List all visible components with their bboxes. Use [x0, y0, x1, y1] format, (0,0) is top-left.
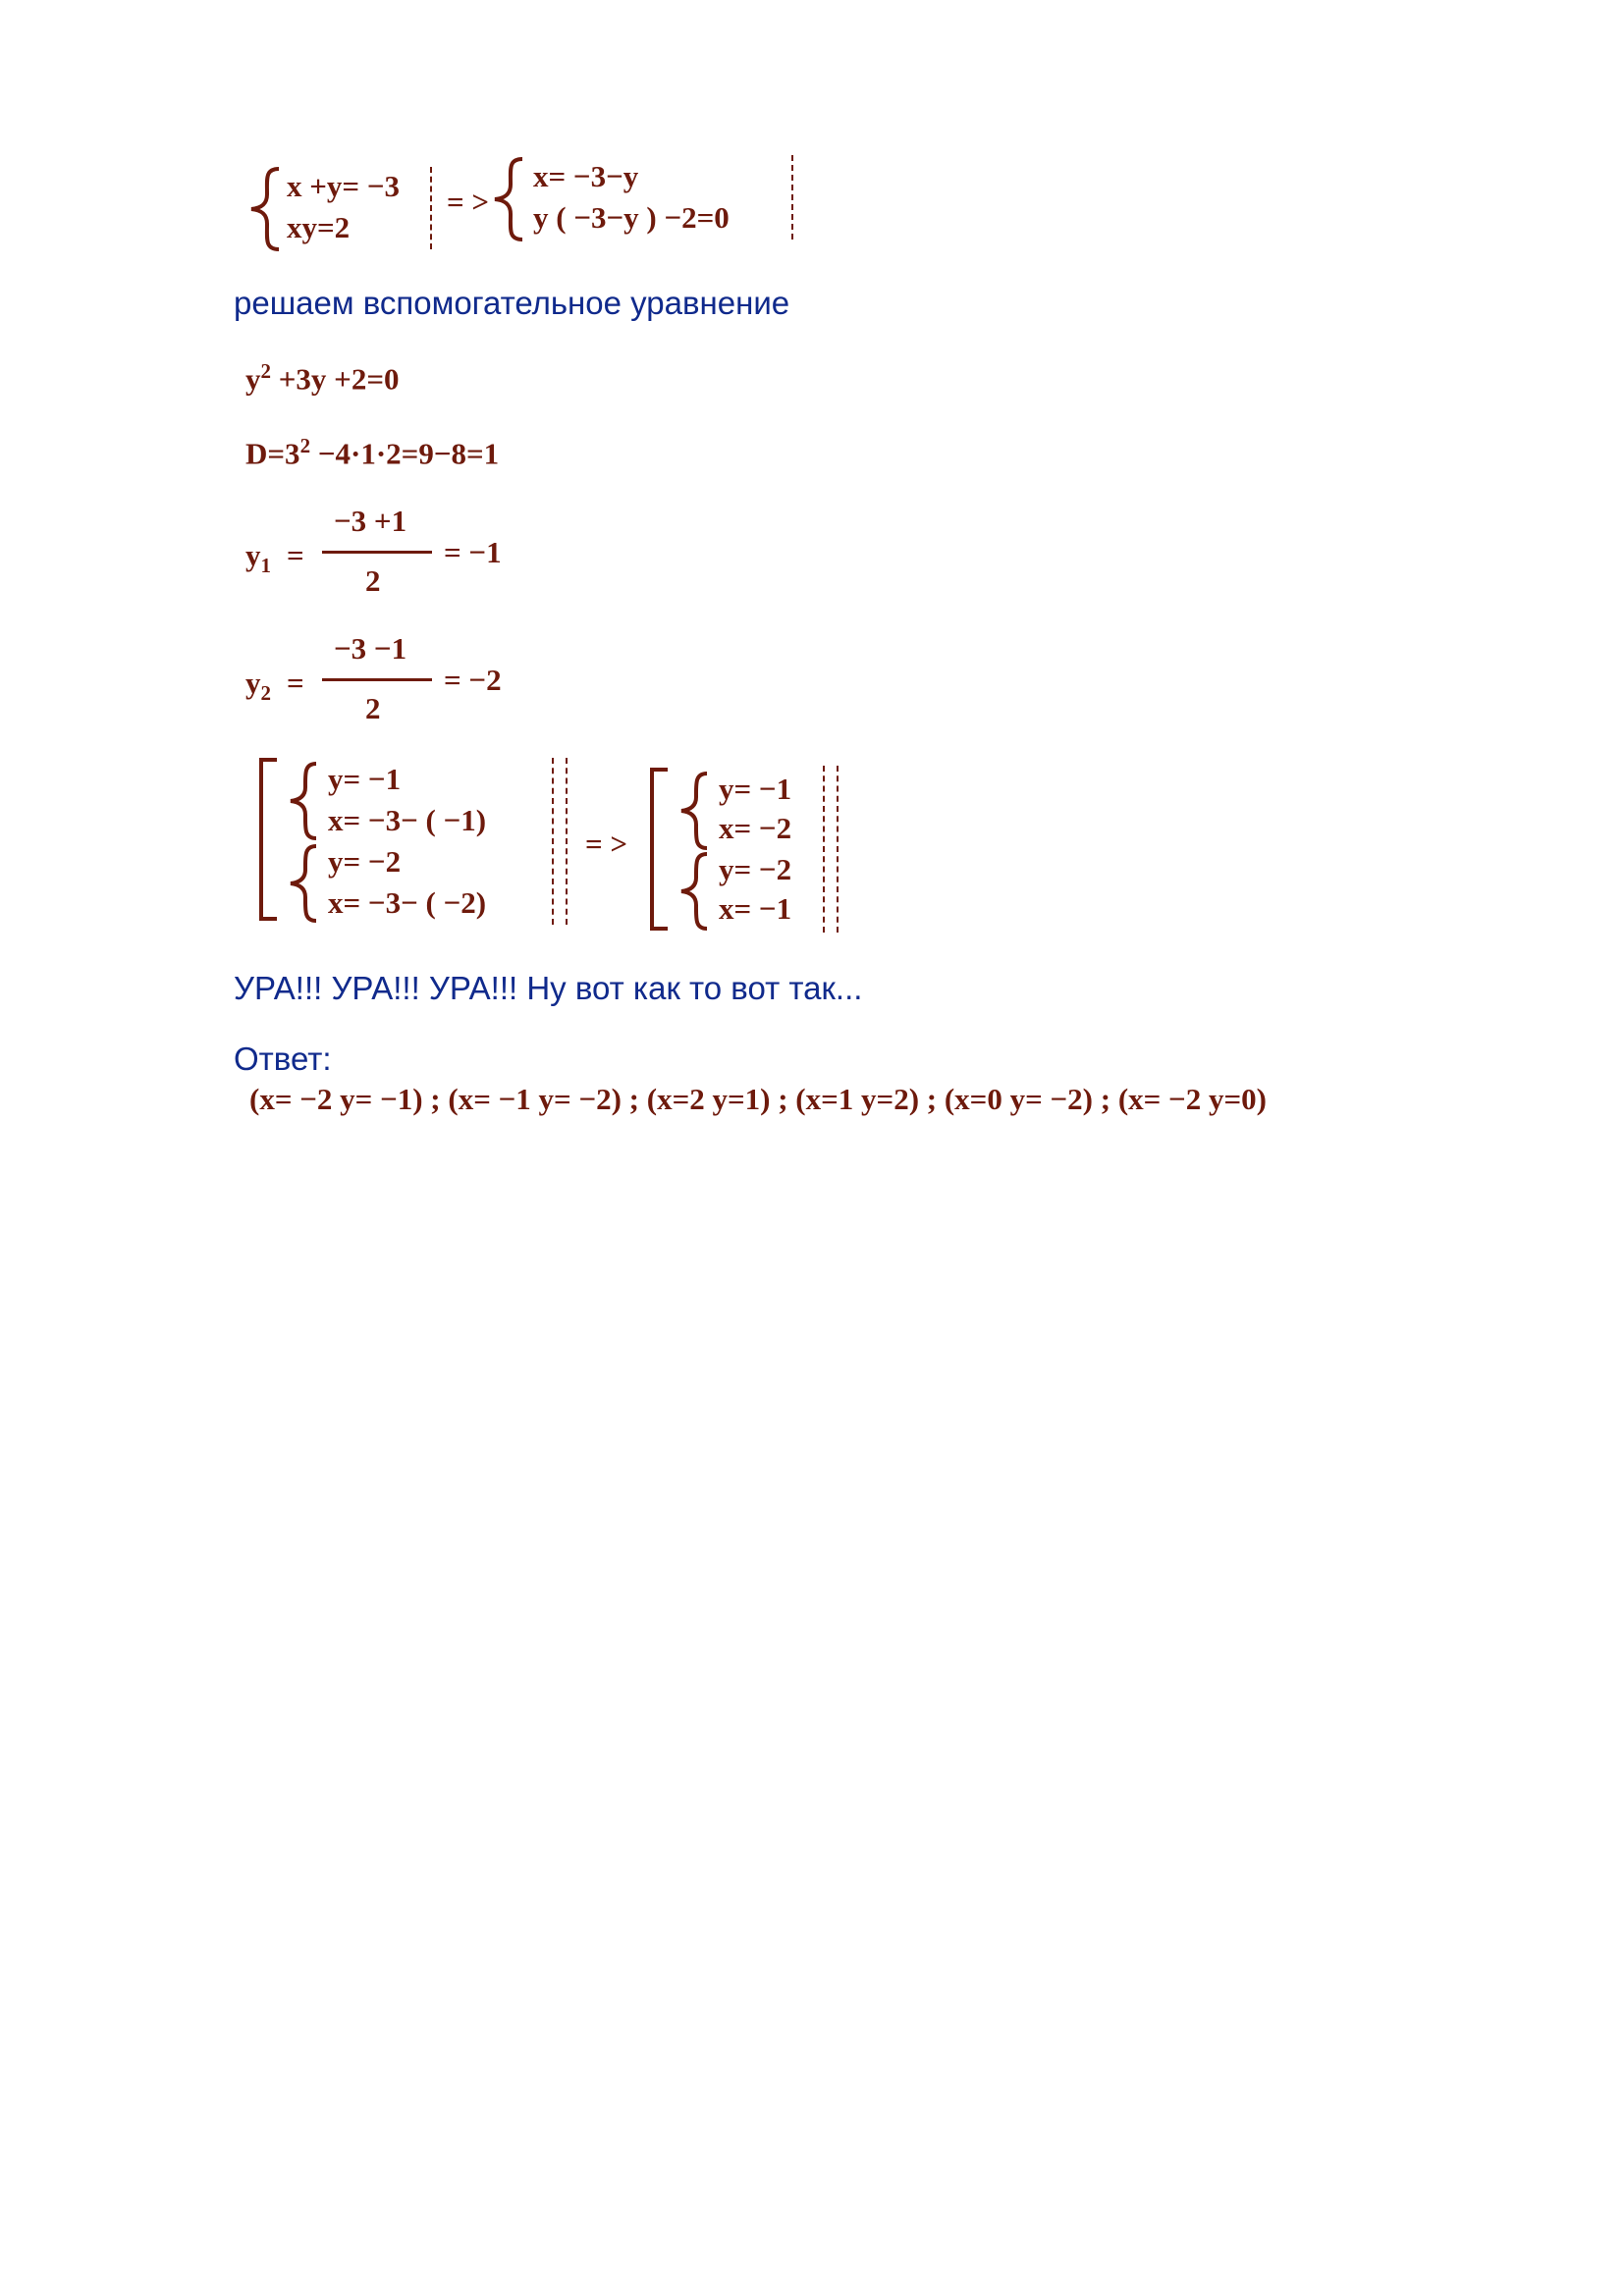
combo-right-line: y= −2: [719, 852, 792, 886]
combo-right-line: x= −2: [719, 811, 792, 845]
combo-right-line: y= −1: [719, 772, 792, 806]
combo-right-line: x= −1: [719, 891, 792, 926]
root-subscript: 2: [260, 681, 271, 706]
combo-left-line: x= −3− ( −1): [328, 803, 487, 837]
divider: [566, 758, 568, 925]
aux-equation-label: решаем вспомогательное уравнение: [234, 285, 790, 321]
left-brace-icon: [285, 842, 324, 925]
divider: [430, 167, 432, 249]
answer-values: (x= −2 y= −1) ; (x= −1 y= −2) ; (x=2 y=1) ; (x=1 y=2) ; (x=0 y= −2) ; (x= −2 y=0): [249, 1082, 1267, 1116]
divider: [823, 766, 825, 933]
root-denominator: 2: [365, 691, 381, 725]
root-equals: =: [287, 666, 304, 700]
fraction-bar: [322, 551, 432, 554]
left-brace-icon: [676, 850, 715, 933]
root-result: = −1: [444, 535, 502, 569]
left-brace-icon: [489, 155, 530, 243]
combo-left-line: y= −2: [328, 844, 402, 879]
root-denominator: 2: [365, 563, 381, 598]
equation-1: x +y= −3: [287, 169, 400, 203]
root-subscript: 1: [260, 554, 271, 578]
discriminant: $D=3^2 -4\cdot 1\cdot 2=9-8=1$: [245, 434, 500, 471]
left-bracket-icon: [644, 766, 674, 933]
left-brace-icon: [245, 165, 287, 253]
root-numerator: −3 +1: [334, 504, 407, 538]
fraction-bar: [322, 678, 432, 681]
implies-sign: = >: [585, 827, 628, 861]
divider: [791, 155, 793, 240]
left-bracket-icon: [253, 756, 283, 923]
substitution-2: y ( −3−y ) −2=0: [533, 200, 730, 235]
root-var: y: [245, 666, 261, 700]
combo-left-line: x= −3− ( −2): [328, 885, 487, 920]
left-brace-icon: [676, 770, 715, 852]
left-brace-icon: [285, 760, 324, 842]
divider: [552, 758, 554, 925]
cheer-text: УРА!!! УРА!!! УРА!!! Ну вот как то вот так...: [234, 970, 863, 1006]
substitution-1: x= −3−y: [533, 159, 639, 193]
root-result: = −2: [444, 663, 502, 697]
quadratic-equation: $y^2 +3y +2=0$: [245, 359, 400, 397]
root-numerator: −3 −1: [334, 631, 407, 666]
combo-left-line: y= −1: [328, 762, 402, 796]
answer-label: Ответ:: [234, 1041, 332, 1077]
implies-sign: = >: [447, 185, 490, 219]
root-var: y: [245, 538, 261, 572]
equation-2: xy=2: [287, 210, 351, 244]
divider: [837, 766, 839, 933]
root-equals: =: [287, 538, 304, 572]
